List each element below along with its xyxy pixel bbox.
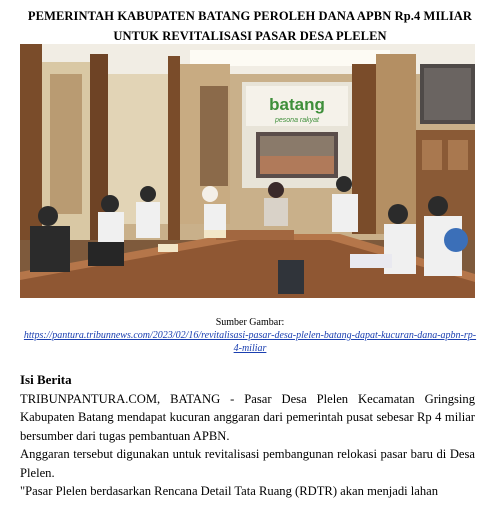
body-paragraph-1: TRIBUNPANTURA.COM, BATANG - Pasar Desa Plelen Kecamatan Gringsing Kabupaten Batang mendapat kucuran anggaran dari pemerintah pusat sebesar Rp 4 miliar bersumber dari tugas pembantuan APBN. bbox=[20, 392, 475, 443]
photo-wall-logo-text: batang bbox=[269, 95, 325, 114]
meeting-photo bbox=[20, 44, 475, 298]
body-paragraph-2: Anggaran tersebut digunakan untuk revitalisasi pembangunan relokasi pasar baru di Desa Plelen. bbox=[20, 447, 475, 480]
caption-source-link[interactable]: https://pantura.tribunnews.com/2023/02/16/revitalisasi-pasar-desa-plelen-batang-dapat-kucuran-dana-apbn-rp-4-miliar bbox=[23, 330, 477, 354]
body-paragraph-3: "Pasar Plelen berdasarkan Rencana Detail Tata Ruang (RDTR) akan menjadi lahan bbox=[20, 484, 439, 499]
photo-wall-subtext: pesona rakyat bbox=[275, 117, 319, 124]
article-title: PEMERINTAH KABUPATEN BATANG PEROLEH DANA APBN Rp.4 MILIAR UNTUK REVITALISASI PASAR DESA PLELEN bbox=[27, 9, 473, 43]
article-body bbox=[20, 390, 475, 500]
section-heading: Isi Berita bbox=[20, 372, 72, 387]
caption-label: Sumber Gambar: bbox=[215, 317, 285, 328]
image-caption bbox=[20, 316, 480, 355]
